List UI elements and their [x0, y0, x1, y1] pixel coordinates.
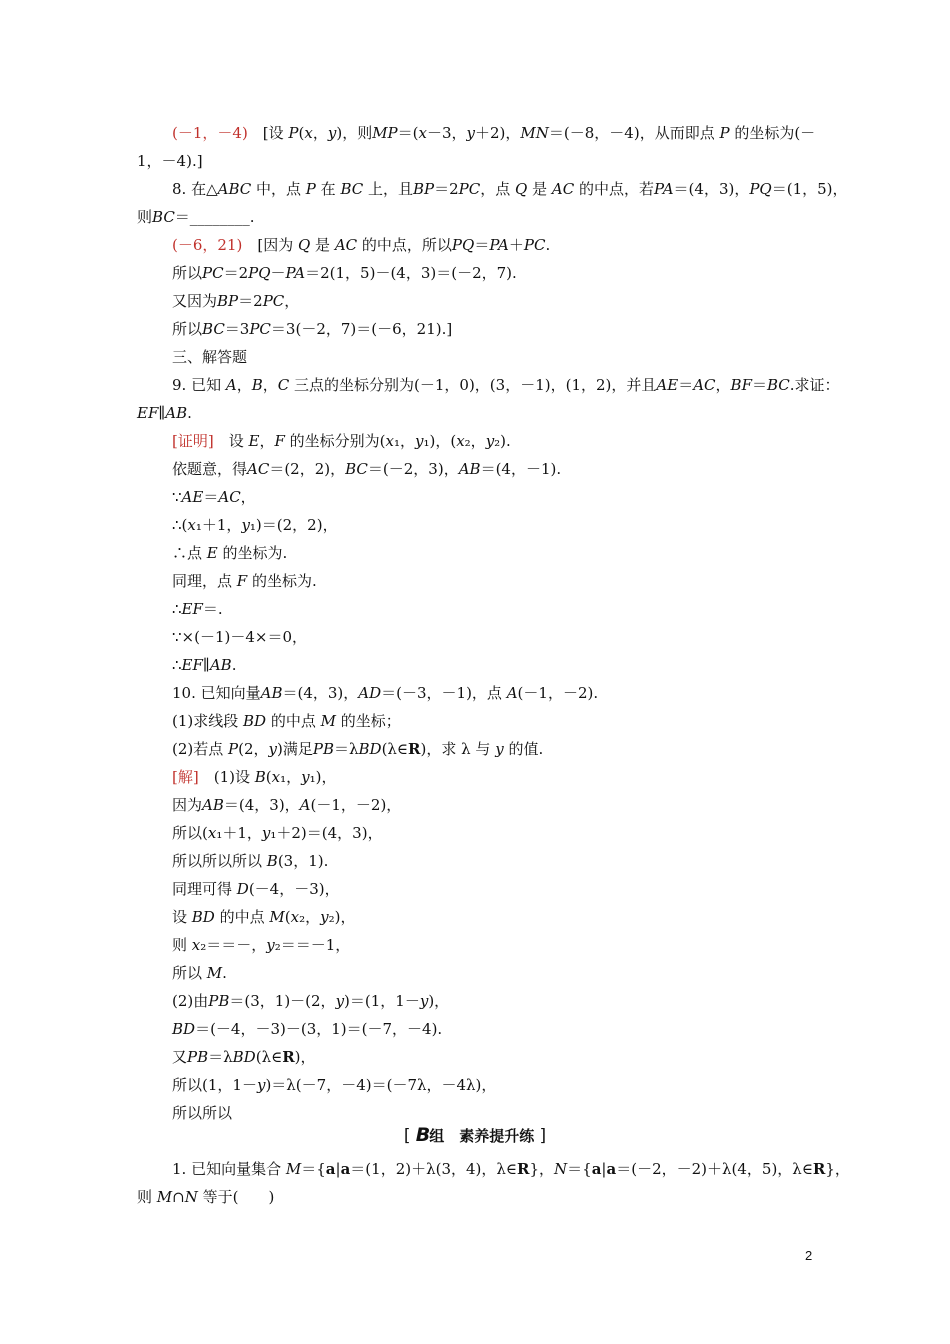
text-line: BD＝(－4，－3)－(3，1)＝(－7，－4). — [172, 1020, 443, 1038]
text-line: 所以(1，1－y)＝λ(－7，－4)＝(－7λ，－4λ)， — [172, 1076, 497, 1094]
text-line: (1)求线段 BD 的中点 M 的坐标； — [172, 712, 401, 730]
solution-line: [解] (1)设 B(x₁，y₁)， — [172, 768, 337, 786]
question-8-cont: 则BC＝________. — [137, 208, 255, 226]
text-line: 因为AB＝(4，3)，A(－1，－2)， — [172, 796, 402, 814]
answer-label: (－6，21) — [172, 236, 243, 254]
answer-8-line: (－6，21) [因为 Q 是 AC 的中点，所以PQ＝PA＋PC. — [172, 236, 551, 254]
group-heading — [0, 1124, 950, 1146]
text-line: ∴(x₁＋1，y₁)＝(2，2)， — [172, 516, 338, 534]
text-line: ∵×(－1)－4×＝0， — [172, 628, 308, 646]
text-line: 所以所以 — [172, 1104, 233, 1122]
question-9: 9. 已知 A，B，C 三点的坐标分别为(－1，0)，(3，－1)，(1，2)，并且AE＝AC，BF＝BC.求证： — [172, 376, 840, 394]
text-line: ∵AE＝AC， — [172, 488, 256, 506]
text-line: 又因为BP＝2PC， — [172, 292, 300, 310]
text-line: ∴EF∥AB. — [172, 656, 237, 674]
question-10: 10. 已知向量AB＝(4，3)，AD＝(－3，－1)，点 A(－1，－2). — [172, 684, 599, 702]
group-title: 组 素养提升练 — [429, 1127, 535, 1145]
answer-7-cont: 1，－4).] — [137, 152, 203, 170]
text-line: ∴EF＝. — [172, 600, 223, 618]
text-line: 又PB＝λBD(λ∈R)， — [172, 1048, 316, 1066]
text-line: 所以PC＝2PQ－PA＝2(1，5)－(4，3)＝(－2，7). — [172, 264, 517, 282]
text-line: ∴点 E 的坐标为. — [172, 544, 288, 562]
text-line: 依题意，得AC＝(2，2)，BC＝(－2，3)，AB＝(4，－1). — [172, 460, 562, 478]
answer-7-text: [设 P(x，y)，则MP＝(x－3，y＋2)，MN＝(－8，－4)，从而即点 P 的坐标为(－ — [247, 124, 816, 142]
proof-line: [证明] 设 E，F 的坐标分别为(x₁，y₁)，(x₂，y₂). — [172, 432, 511, 450]
section-heading: 三、解答题 — [172, 348, 248, 366]
page-number: 2 — [805, 1248, 813, 1263]
question-b1-cont: 则 M∩N 等于( ) — [137, 1188, 275, 1206]
question-b1: 1. 已知向量集合 M＝{a|a＝(1，2)＋λ(3，4)，λ∈R}，N＝{a|a＝(－2，－2)＋λ(4，5)，λ∈R}， — [172, 1160, 850, 1178]
answer-7-line — [172, 123, 815, 143]
text-line: (2)由PB＝(3，1)－(2，y)＝(1，1－y)， — [172, 992, 450, 1010]
answer-label: (－1，－4) — [172, 124, 248, 142]
proof-label: [证明] — [172, 432, 214, 450]
solution-label: [解] — [172, 768, 199, 786]
bracket-close: ] — [539, 1126, 547, 1146]
text-line: 同理可得 D(－4，－3)， — [172, 880, 340, 898]
text-line: 所以(x₁＋1，y₁＋2)＝(4，3)， — [172, 824, 383, 842]
group-letter: B — [415, 1124, 430, 1146]
bracket-open: [ — [403, 1126, 411, 1146]
text-line: 同理，点 F 的坐标为. — [172, 572, 317, 590]
text-line: 设 BD 的中点 M(x₂，y₂)， — [172, 908, 356, 926]
text-line: 则 x₂＝＝－，y₂＝＝－1， — [172, 936, 351, 954]
text-line: (2)若点 P(2，y)满足PB＝λBD(λ∈R)，求 λ 与 y 的值. — [172, 740, 544, 758]
question-8: 8. 在△ABC 中，点 P 在 BC 上，且BP＝2PC，点 Q 是 AC 的中点，若PA＝(4，3)，PQ＝(1，5)， — [172, 180, 848, 198]
question-9-cont: EF∥AB. — [137, 404, 192, 422]
text-line: 所以BC＝3PC＝3(－2，7)＝(－6，21).] — [172, 320, 453, 338]
text-line: 所以 M. — [172, 964, 227, 982]
text-line: 所以所以所以 B(3，1). — [172, 852, 329, 870]
